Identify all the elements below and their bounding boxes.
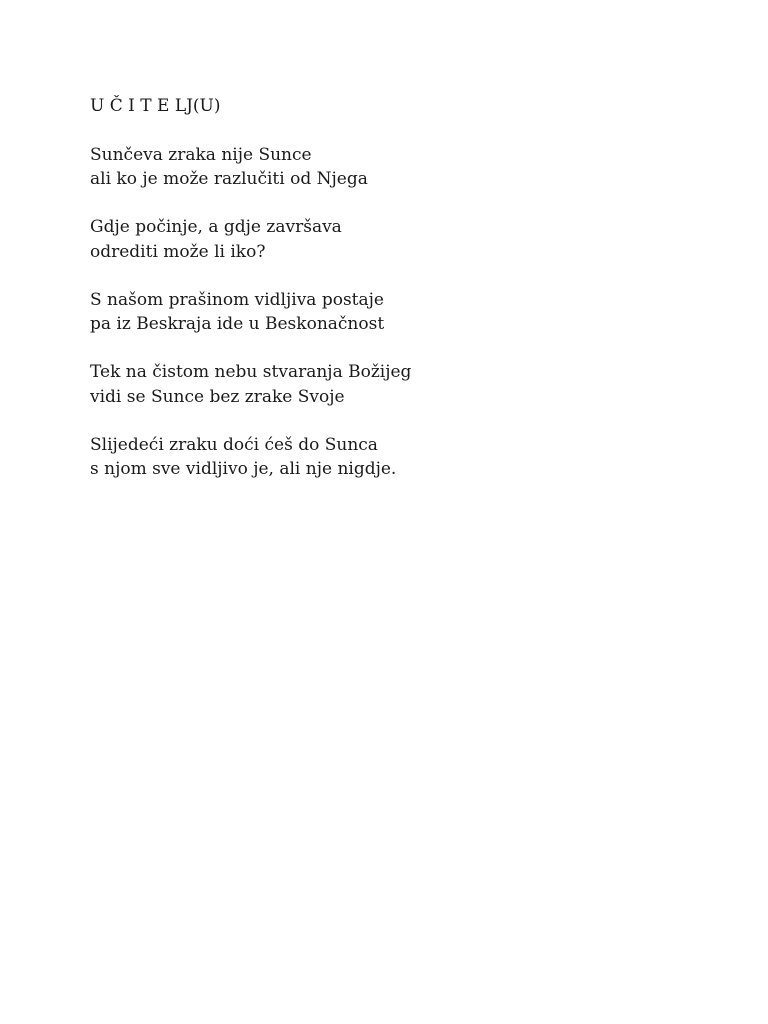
poem-page (90, 94, 710, 505)
poem-line: vidi se Sunce bez zrake Svoje (90, 386, 345, 407)
stanza (90, 433, 710, 482)
stanza (90, 288, 710, 337)
poem-line: S našom prašinom vidljiva postaje (90, 289, 384, 310)
poem-line: Sunčeva zraka nije Sunce (90, 144, 312, 165)
stanza (90, 215, 710, 264)
poem-line: odrediti može li iko? (90, 241, 266, 262)
poem-line: ali ko je može razlučiti od Njega (90, 169, 368, 189)
poem-line: Tek na čistom nebu stvaranja Božijeg (90, 362, 412, 382)
poem-line: s njom sve vidljivo je, ali nje nigdje. (90, 459, 397, 479)
poem-title: U Č I T E LJ(U) (90, 96, 221, 116)
poem-line: Gdje počinje, a gdje završava (90, 217, 342, 237)
poem-line: Slijedeći zraku doći ćeš do Sunca (90, 434, 378, 455)
stanza (90, 360, 710, 409)
poem-line: pa iz Beskraja ide u Beskonačnost (90, 314, 385, 334)
stanza (90, 143, 710, 192)
